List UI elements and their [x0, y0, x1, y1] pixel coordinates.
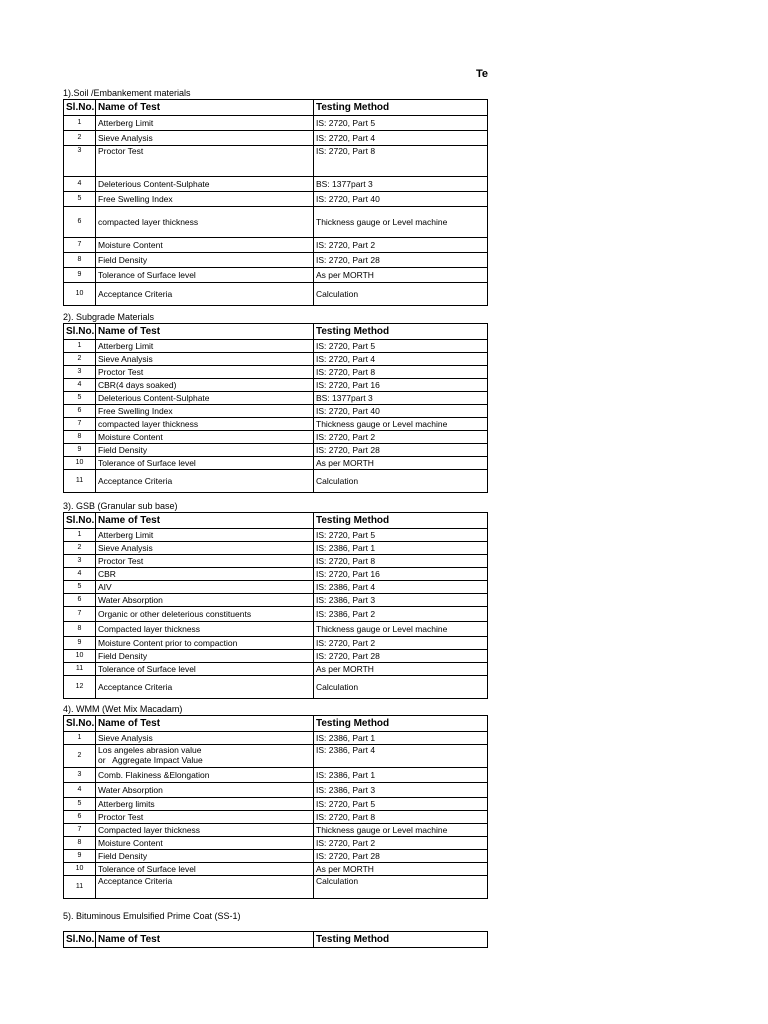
test-name-cell: Free Swelling Index [96, 192, 314, 207]
test-method-cell: IS: 2720, Part 8 [314, 811, 488, 824]
test-method-cell: IS: 2386, Part 4 [314, 745, 488, 768]
test-method-cell: BS: 1377part 3 [314, 177, 488, 192]
table-row [64, 529, 488, 542]
table-row [64, 470, 488, 493]
test-method-cell: IS: 2386, Part 3 [314, 783, 488, 798]
section-subgrade [63, 312, 487, 493]
test-method-cell: IS: 2720, Part 5 [314, 798, 488, 811]
table-row [64, 353, 488, 366]
sl-no-cell: 4 [64, 783, 96, 798]
test-method-cell: IS: 2720, Part 16 [314, 568, 488, 581]
test-name-cell [96, 745, 314, 768]
header-testing-method: Testing Method [314, 932, 488, 948]
table-row [64, 146, 488, 177]
test-name-cell: Compacted layer thickness [96, 622, 314, 637]
table-row [64, 379, 488, 392]
table-row [64, 268, 488, 283]
test-name-cell: Moisture Content [96, 837, 314, 850]
table-row [64, 116, 488, 131]
sl-no-cell: 2 [64, 542, 96, 555]
test-name-cell: Acceptance Criteria [96, 876, 314, 899]
table-row [64, 732, 488, 745]
sl-no-cell: 10 [64, 283, 96, 306]
sl-no-cell: 5 [64, 192, 96, 207]
test-method-cell: IS: 2720, Part 2 [314, 238, 488, 253]
section-soil-embankment [63, 88, 487, 306]
table-row [64, 876, 488, 899]
test-method-cell: As per MORTH [314, 863, 488, 876]
table-row [64, 850, 488, 863]
test-name-cell: Deleterious Content-Sulphate [96, 392, 314, 405]
test-table [63, 715, 488, 899]
sl-no-cell: 10 [64, 650, 96, 663]
test-name-cell: Field Density [96, 650, 314, 663]
test-name-cell: Tolerance of Surface level [96, 863, 314, 876]
test-name-cell: Moisture Content prior to compaction [96, 637, 314, 650]
test-method-cell: Calculation [314, 283, 488, 306]
test-table [63, 512, 488, 699]
section-wmm [63, 704, 487, 899]
test-method-cell: IS: 2720, Part 28 [314, 444, 488, 457]
header-name-of-test: Name of Test [96, 716, 314, 732]
test-method-cell: IS: 2386, Part 1 [314, 732, 488, 745]
table-row [64, 637, 488, 650]
header-sl-no: Sl.No. [64, 100, 96, 116]
test-name-cell: Organic or other deleterious constituents [96, 607, 314, 622]
table-row [64, 607, 488, 622]
sl-no-cell: 9 [64, 637, 96, 650]
table-row [64, 131, 488, 146]
test-method-cell: As per MORTH [314, 663, 488, 676]
test-method-cell: IS: 2720, Part 5 [314, 116, 488, 131]
test-name-cell: Acceptance Criteria [96, 676, 314, 699]
table-row [64, 581, 488, 594]
section-prime-coat [63, 911, 487, 948]
test-name-cell: Tolerance of Surface level [96, 457, 314, 470]
section-title: 5). Bituminous Emulsified Prime Coat (SS-1) [63, 911, 241, 921]
table-row [64, 457, 488, 470]
header-name-of-test: Name of Test [96, 932, 314, 948]
table-row [64, 405, 488, 418]
test-name-cell: Field Density [96, 850, 314, 863]
header-sl-no: Sl.No. [64, 324, 96, 340]
table-header-row [64, 324, 488, 340]
test-name-cell: Field Density [96, 444, 314, 457]
test-method-cell: IS: 2720, Part 28 [314, 253, 488, 268]
sl-no-cell: 12 [64, 676, 96, 699]
table-row [64, 192, 488, 207]
test-method-cell: IS: 2720, Part 40 [314, 192, 488, 207]
header-sl-no: Sl.No. [64, 932, 96, 948]
test-name-cell: Free Swelling Index [96, 405, 314, 418]
test-name-line: Los angeles abrasion value [98, 745, 202, 755]
sl-no-cell: 6 [64, 207, 96, 238]
sl-no-cell: 3 [64, 555, 96, 568]
sl-no-cell: 11 [64, 470, 96, 493]
section-title: 4). WMM (Wet Mix Macadam) [63, 704, 183, 714]
test-name-cell: Sieve Analysis [96, 353, 314, 366]
sl-no-cell: 11 [64, 876, 96, 899]
test-name-cell: Sieve Analysis [96, 131, 314, 146]
test-method-cell: IS: 2386, Part 1 [314, 768, 488, 783]
header-testing-method: Testing Method [314, 100, 488, 116]
sl-no-cell: 10 [64, 863, 96, 876]
table-row [64, 824, 488, 837]
sl-no-cell: 9 [64, 850, 96, 863]
section-title: 1).Soil /Embankement materials [63, 88, 191, 98]
test-name-cell: Proctor Test [96, 366, 314, 379]
header-testing-method: Testing Method [314, 513, 488, 529]
test-method-cell: IS: 2720, Part 28 [314, 850, 488, 863]
test-method-cell: BS: 1377part 3 [314, 392, 488, 405]
sl-no-cell: 4 [64, 568, 96, 581]
test-method-cell: IS: 2720, Part 8 [314, 366, 488, 379]
test-name-cell: Atterberg Limit [96, 340, 314, 353]
sl-no-cell: 3 [64, 768, 96, 783]
table-header-row [64, 716, 488, 732]
table-row [64, 418, 488, 431]
sl-no-cell: 4 [64, 177, 96, 192]
sl-no-cell: 8 [64, 622, 96, 637]
test-method-cell: IS: 2720, Part 8 [314, 555, 488, 568]
test-method-cell: IS: 2386, Part 4 [314, 581, 488, 594]
test-method-cell: IS: 2720, Part 4 [314, 353, 488, 366]
test-name-cell: Proctor Test [96, 555, 314, 568]
sl-no-cell: 9 [64, 444, 96, 457]
sl-no-cell: 3 [64, 366, 96, 379]
sl-no-cell: 2 [64, 131, 96, 146]
table-row [64, 811, 488, 824]
table-header-row [64, 100, 488, 116]
test-method-cell: Calculation [314, 470, 488, 493]
table-row [64, 837, 488, 850]
sl-no-cell: 1 [64, 116, 96, 131]
test-name-cell: CBR(4 days soaked) [96, 379, 314, 392]
sl-no-cell: 8 [64, 837, 96, 850]
header-sl-no: Sl.No. [64, 513, 96, 529]
test-method-cell: IS: 2720, Part 28 [314, 650, 488, 663]
sl-no-cell: 8 [64, 431, 96, 444]
test-name-cell: Water Absorption [96, 594, 314, 607]
table-row [64, 555, 488, 568]
test-method-cell: Thickness gauge or Level machine [314, 824, 488, 837]
table-row [64, 863, 488, 876]
table-row [64, 366, 488, 379]
header-name-of-test: Name of Test [96, 513, 314, 529]
sl-no-cell: 1 [64, 529, 96, 542]
sl-no-cell: 1 [64, 340, 96, 353]
table-row [64, 392, 488, 405]
header-name-of-test: Name of Test [96, 324, 314, 340]
test-method-cell: IS: 2720, Part 4 [314, 131, 488, 146]
test-method-cell: IS: 2386, Part 1 [314, 542, 488, 555]
test-name-cell: compacted layer thickness [96, 207, 314, 238]
test-name-cell: Atterberg Limit [96, 529, 314, 542]
table-row [64, 676, 488, 699]
test-table [63, 323, 488, 493]
test-method-cell: IS: 2720, Part 40 [314, 405, 488, 418]
table-row [64, 650, 488, 663]
test-method-cell: As per MORTH [314, 457, 488, 470]
sl-no-cell: 7 [64, 418, 96, 431]
sl-no-cell: 6 [64, 811, 96, 824]
test-method-cell: IS: 2720, Part 5 [314, 529, 488, 542]
table-row [64, 622, 488, 637]
test-name-cell: Sieve Analysis [96, 732, 314, 745]
table-row [64, 568, 488, 581]
table-row [64, 340, 488, 353]
test-method-cell: IS: 2386, Part 2 [314, 607, 488, 622]
test-method-cell: IS: 2720, Part 2 [314, 837, 488, 850]
test-name-cell: Comb. Flakiness &Elongation [96, 768, 314, 783]
test-name-cell: Field Density [96, 253, 314, 268]
test-method-cell: IS: 2720, Part 16 [314, 379, 488, 392]
test-name-cell: Moisture Content [96, 238, 314, 253]
test-name-cell: compacted layer thickness [96, 418, 314, 431]
table-row [64, 238, 488, 253]
sl-no-cell: 2 [64, 745, 96, 768]
test-method-cell: Thickness gauge or Level machine [314, 418, 488, 431]
test-name-cell: Moisture Content [96, 431, 314, 444]
table-header-row [64, 513, 488, 529]
table-row [64, 444, 488, 457]
sl-no-cell: 3 [64, 146, 96, 177]
test-name-cell: Water Absorption [96, 783, 314, 798]
test-method-cell: Thickness gauge or Level machine [314, 207, 488, 238]
test-name-cell: Deleterious Content-Sulphate [96, 177, 314, 192]
test-method-cell: IS: 2720, Part 5 [314, 340, 488, 353]
test-name-cell: AIV [96, 581, 314, 594]
test-method-cell: IS: 2720, Part 2 [314, 431, 488, 444]
test-name-cell: Proctor Test [96, 146, 314, 177]
test-name-cell: Tolerance of Surface level [96, 663, 314, 676]
sl-no-cell: 10 [64, 457, 96, 470]
sl-no-cell: 7 [64, 824, 96, 837]
test-name-cell: CBR [96, 568, 314, 581]
sl-no-cell: 9 [64, 268, 96, 283]
sl-no-cell: 6 [64, 405, 96, 418]
sl-no-cell: 5 [64, 798, 96, 811]
table-row [64, 283, 488, 306]
sl-no-cell: 11 [64, 663, 96, 676]
table-row [64, 594, 488, 607]
sl-no-cell: 7 [64, 607, 96, 622]
section-title: 3). GSB (Granular sub base) [63, 501, 178, 511]
sl-no-cell: 5 [64, 392, 96, 405]
document-title: Te [476, 68, 489, 80]
test-method-cell: IS: 2720, Part 8 [314, 146, 488, 177]
table-row [64, 663, 488, 676]
table-row [64, 253, 488, 268]
section-title: 2). Subgrade Materials [63, 312, 155, 322]
test-method-cell: Calculation [314, 676, 488, 699]
test-method-cell: Thickness gauge or Level machine [314, 622, 488, 637]
header-testing-method: Testing Method [314, 324, 488, 340]
test-name-cell: Atterberg limits [96, 798, 314, 811]
test-method-cell: As per MORTH [314, 268, 488, 283]
header-sl-no: Sl.No. [64, 716, 96, 732]
test-method-cell: IS: 2386, Part 3 [314, 594, 488, 607]
table-row [64, 768, 488, 783]
sl-no-cell: 2 [64, 353, 96, 366]
test-name-cell: Proctor Test [96, 811, 314, 824]
test-name-cell: Acceptance Criteria [96, 283, 314, 306]
table-row [64, 745, 488, 768]
header-name-of-test: Name of Test [96, 100, 314, 116]
header-testing-method: Testing Method [314, 716, 488, 732]
test-method-cell: IS: 2720, Part 2 [314, 637, 488, 650]
test-name-line-alt: or Aggregate Impact Value [98, 755, 203, 765]
sl-no-cell: 4 [64, 379, 96, 392]
test-name-cell: Atterberg Limit [96, 116, 314, 131]
test-name-cell: Compacted layer thickness [96, 824, 314, 837]
table-header-row [64, 932, 488, 948]
test-method-cell: Calculation [314, 876, 488, 899]
table-row [64, 431, 488, 444]
table-row [64, 798, 488, 811]
table-row [64, 177, 488, 192]
table-row [64, 207, 488, 238]
test-table [63, 99, 488, 306]
sl-no-cell: 8 [64, 253, 96, 268]
sl-no-cell: 6 [64, 594, 96, 607]
test-table [63, 931, 488, 948]
test-name-cell: Sieve Analysis [96, 542, 314, 555]
test-name-cell: Acceptance Criteria [96, 470, 314, 493]
table-row [64, 783, 488, 798]
section-gsb [63, 501, 487, 699]
sl-no-cell: 7 [64, 238, 96, 253]
test-name-cell: Tolerance of Surface level [96, 268, 314, 283]
sl-no-cell: 5 [64, 581, 96, 594]
sl-no-cell: 1 [64, 732, 96, 745]
table-row [64, 542, 488, 555]
